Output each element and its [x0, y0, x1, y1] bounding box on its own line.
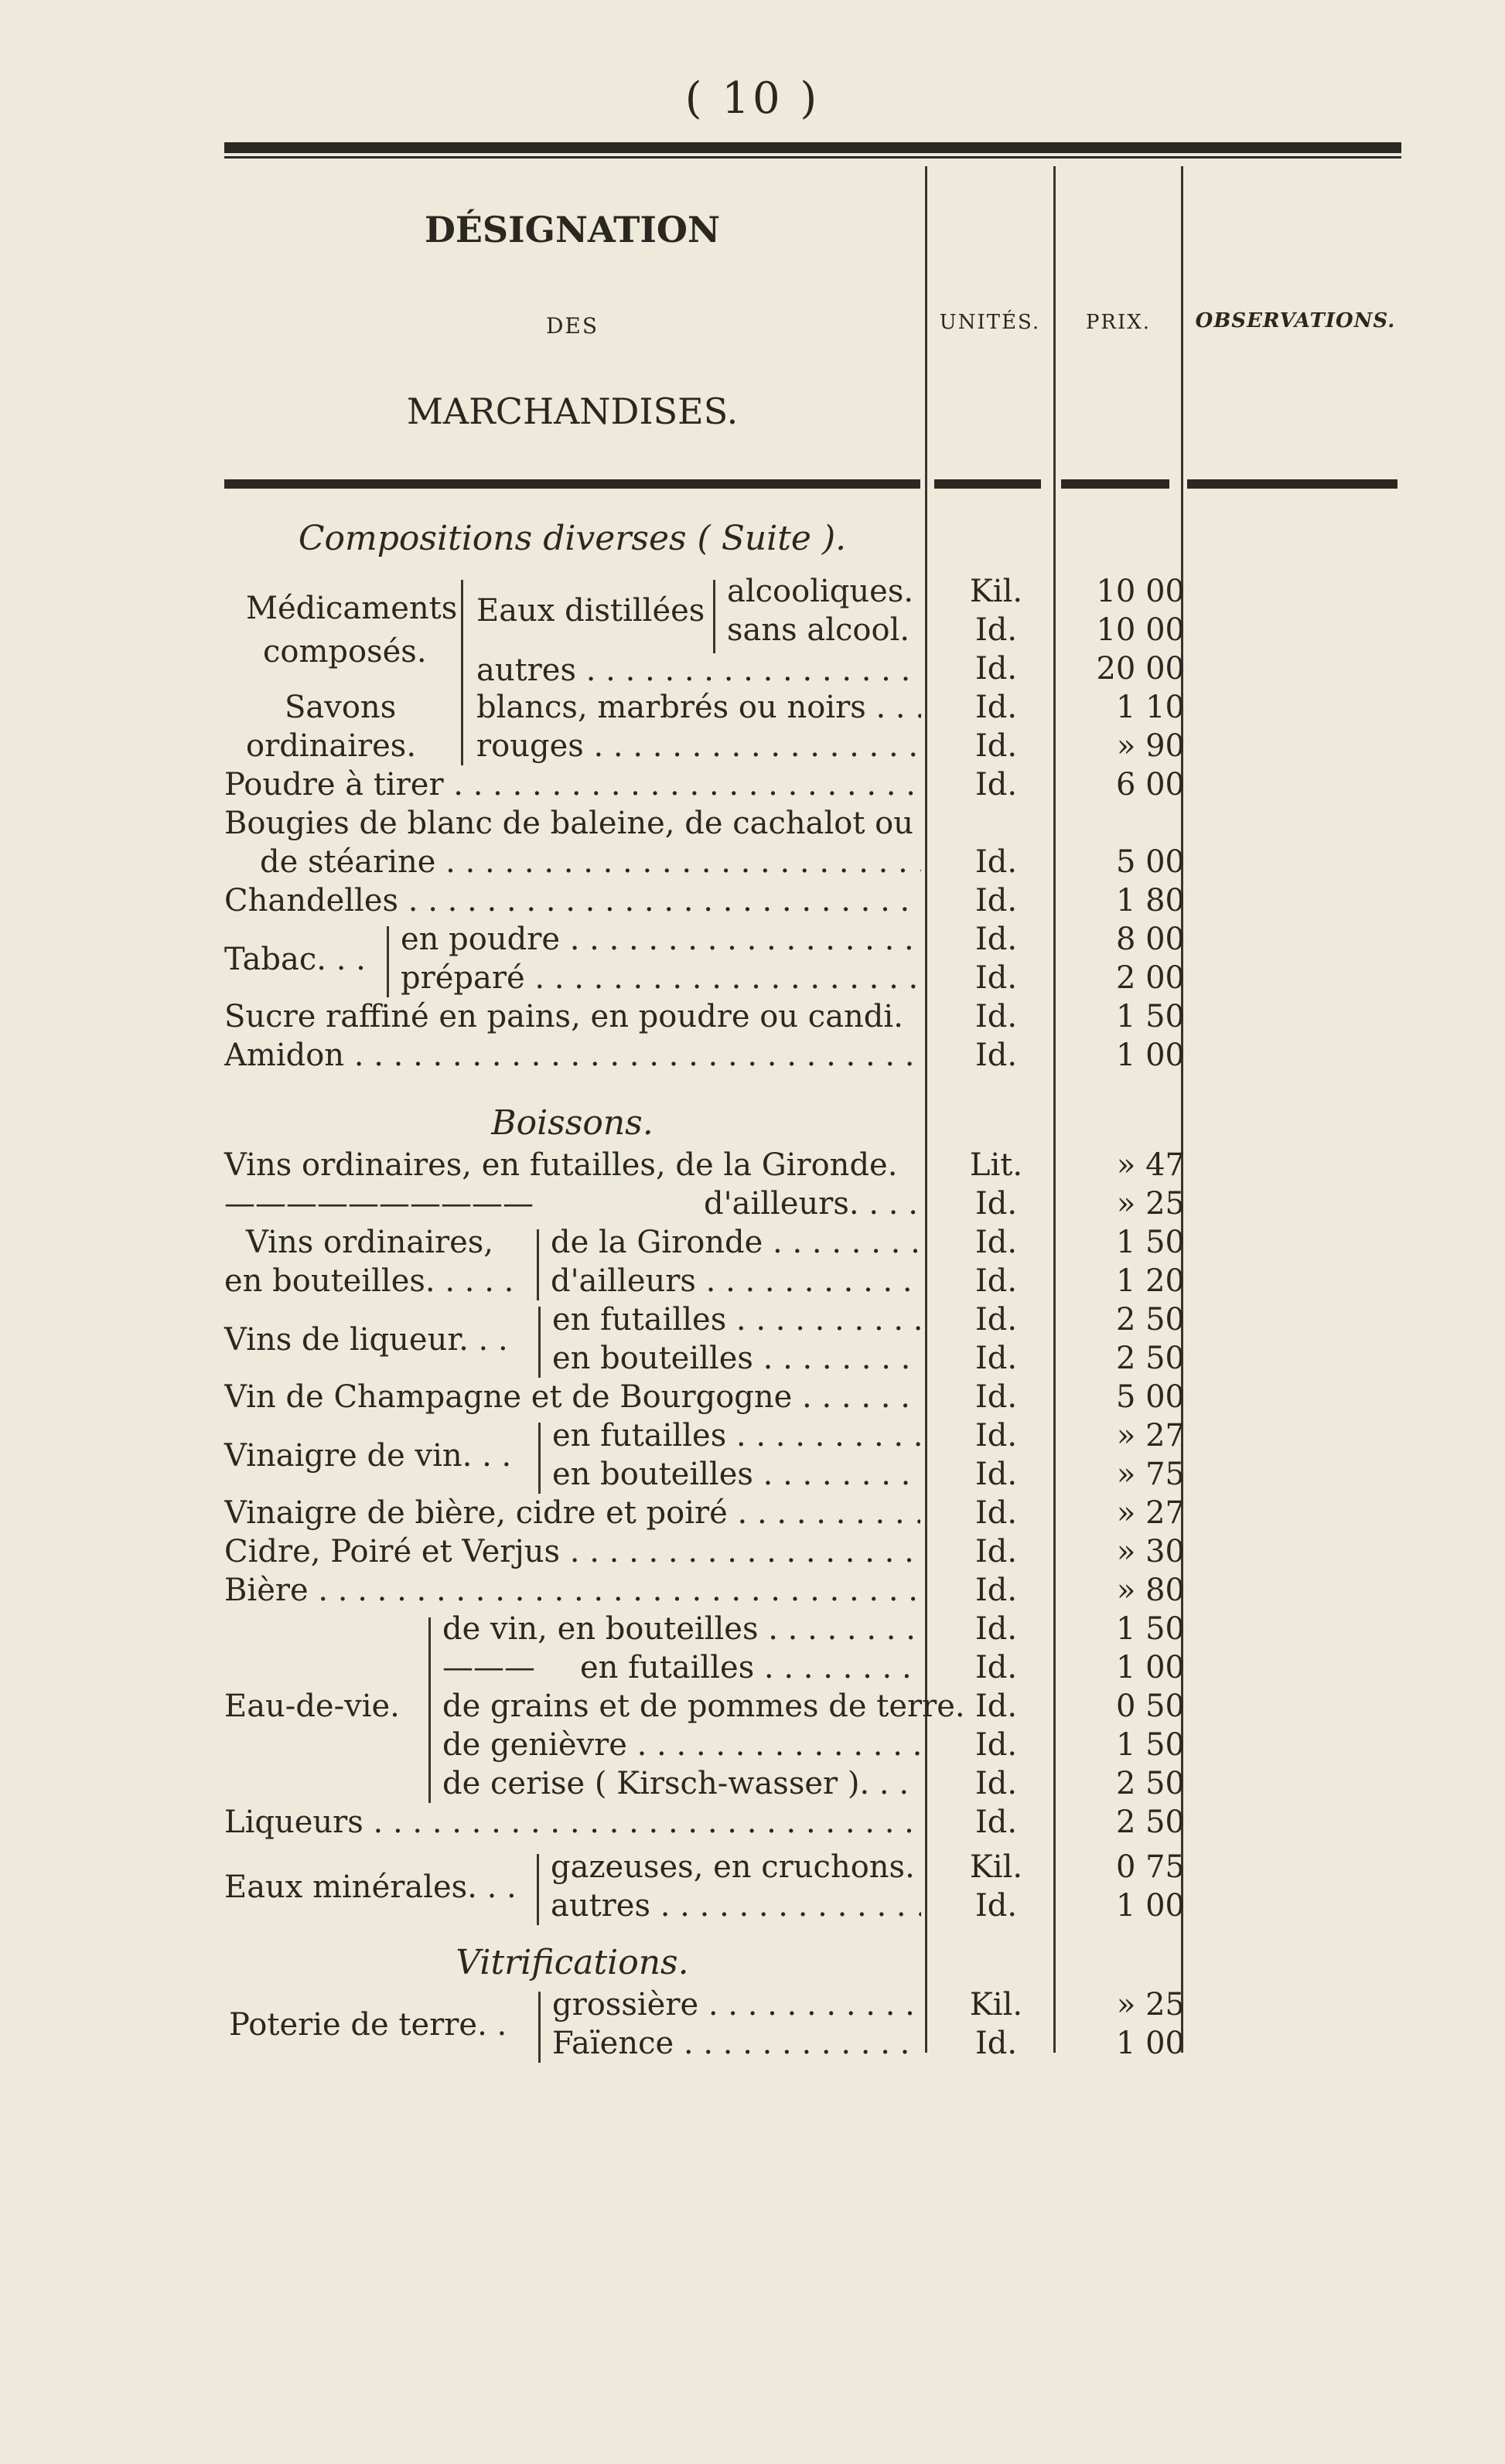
vins-gironde-label: de la Gironde . . . [551, 1223, 921, 1262]
price: 1 20 [1115, 1263, 1185, 1299]
header-prix: PRIX. [1085, 311, 1152, 334]
poterie-brace [538, 1992, 541, 2063]
medicaments-label-2: composés. [263, 634, 427, 670]
cidre-label: Cidre, Poiré et Verjus . . . [224, 1532, 920, 1571]
price: 10 00 [1096, 612, 1185, 648]
chandelles-label: Chandelles . . . [224, 881, 920, 920]
poterie-grossiere-label: grossière . . . [552, 1985, 921, 2024]
price: 0 75 [1115, 1849, 1185, 1885]
price: 5 00 [1115, 1379, 1185, 1415]
price: 1 00 [1115, 1038, 1185, 1073]
unit-id: Id. [974, 999, 1018, 1034]
unit-id: Id. [974, 728, 1018, 764]
medicaments-brace [461, 580, 463, 694]
vinaigre-vin-brace [538, 1423, 541, 1494]
amidon-label: Amidon . . . [224, 1036, 920, 1075]
edv-futailles-label: en futailles . . . [580, 1648, 921, 1687]
price: 2 50 [1115, 1341, 1185, 1376]
champagne-label: Vin de Champagne et de Bourgogne . . . [224, 1378, 920, 1416]
price: » 25 [1116, 1186, 1185, 1222]
eaux-autres-label: autres . . . [551, 1886, 921, 1925]
unit-id: Id. [974, 1534, 1018, 1569]
unit-id: Id. [974, 960, 1018, 996]
vins-ailleurs-bouteilles-label: d'ailleurs . . . [551, 1262, 921, 1300]
unit-id: Id. [974, 1302, 1018, 1338]
biere-label: Bière . . . [224, 1571, 920, 1610]
price: 2 50 [1115, 1805, 1185, 1840]
unit-id: Id. [974, 1225, 1018, 1260]
vinaigre-vin-label: Vinaigre de vin. . . [224, 1438, 512, 1474]
vins-liqueur-brace [538, 1307, 541, 1378]
price: 1 50 [1115, 999, 1185, 1034]
price: » 30 [1116, 1534, 1185, 1569]
unit-id: Id. [974, 922, 1018, 957]
unit-id: Id. [974, 1888, 1018, 1924]
price: 1 50 [1115, 1225, 1185, 1260]
vinaigre-biere-label: Vinaigre de bière, cidre et poiré . . . [224, 1494, 920, 1532]
autres-label: autres . . . [476, 651, 921, 690]
top-rule [224, 142, 1401, 153]
price: 1 50 [1115, 1727, 1185, 1763]
eau-de-vie-brace [428, 1617, 431, 1803]
price: 2 50 [1115, 1766, 1185, 1801]
edv-vin-label: de vin, en bouteilles . . . [442, 1610, 921, 1648]
header-observations: OBSERVATIONS. [1195, 309, 1396, 332]
medicaments-label: Médicaments [246, 591, 458, 626]
tabac-poudre-label: en poudre . . . [401, 920, 921, 959]
price: » 75 [1116, 1457, 1185, 1492]
unit-id: Id. [974, 767, 1018, 803]
unit-id: Id. [974, 1186, 1018, 1222]
price: 1 50 [1115, 1611, 1185, 1647]
edv-dash: ——— [442, 1650, 535, 1685]
eaux-minerales-brace [537, 1854, 539, 1925]
eaux-gazeuses-label: gazeuses, en cruchons. [551, 1849, 915, 1885]
header-rule-designation [224, 479, 920, 489]
tabac-prepare-label: préparé . . . [401, 959, 921, 997]
price: » 27 [1116, 1495, 1185, 1531]
header-designation: DÉSIGNATION [424, 209, 721, 250]
unit-id: Id. [974, 1495, 1018, 1531]
price: » 80 [1116, 1573, 1185, 1608]
poterie-label: Poterie de terre. . [229, 2007, 507, 2043]
unit-lit: Lit. [969, 1147, 1023, 1183]
alcooliques-label: alcooliques. [727, 574, 914, 609]
price: 1 00 [1115, 2026, 1185, 2061]
unit-id: Id. [974, 1805, 1018, 1840]
header-marchandises: MARCHANDISES. [406, 390, 739, 432]
unit-kil: Kil. [969, 1849, 1023, 1885]
sans-alcool-label: sans alcool. [727, 612, 910, 648]
section-vitrifications: Vitrifications. [456, 1943, 689, 1982]
vins-bouteilles-brace [537, 1229, 539, 1300]
section-boissons: Boissons. [491, 1103, 654, 1143]
unit-id: Id. [974, 1263, 1018, 1299]
edv-cerise-label: de cerise ( Kirsch-wasser ). . . [442, 1766, 909, 1801]
header-unites: UNITÉS. [939, 311, 1041, 334]
vins-dash: —————————— [224, 1186, 534, 1222]
tabac-label: Tabac. . . [224, 942, 366, 977]
unit-id: Id. [974, 1766, 1018, 1801]
bougies-label: Bougies de blanc de baleine, de cachalot ou [224, 806, 913, 841]
price: 2 50 [1115, 1302, 1185, 1338]
unit-id: Id. [974, 1457, 1018, 1492]
vins-bouteilles-label: Vins ordinaires, [246, 1225, 494, 1260]
price: 1 00 [1115, 1888, 1185, 1924]
poterie-faience-label: Faïence . . . [552, 2024, 921, 2063]
section-compositions: Compositions diverses ( Suite ). [298, 519, 847, 558]
sucre-label: Sucre raffiné en pains, en poudre ou candi. [224, 999, 903, 1034]
unit-id: Id. [974, 2026, 1018, 2061]
vins-ailleurs-label: d'ailleurs. . . . [704, 1186, 918, 1222]
bougies-label-2: de stéarine . . . [260, 843, 921, 881]
unit-id: Id. [974, 1573, 1018, 1608]
vins-liqueur-label: Vins de liqueur. . . [224, 1322, 508, 1358]
header-rule-prix [1061, 479, 1169, 489]
savons-label-2: ordinaires. [246, 728, 417, 764]
header-des: DES [545, 313, 599, 339]
unit-id: Id. [974, 612, 1018, 648]
savons-rouges-label: rouges . . . [476, 727, 921, 765]
unit-id: Id. [974, 1418, 1018, 1454]
unit-id: Id. [974, 651, 1018, 687]
eau-de-vie-label: Eau-de-vie. [224, 1689, 400, 1724]
liqueurs-label: Liqueurs . . . [224, 1803, 920, 1842]
savons-blancs-label: blancs, marbrés ou noirs . . . [476, 688, 921, 727]
vins-ordinaires-label: Vins ordinaires, en futailles, de la Gironde. [224, 1147, 898, 1183]
price: 1 00 [1115, 1650, 1185, 1685]
tabac-brace [387, 926, 389, 997]
unit-kil: Kil. [969, 574, 1023, 609]
unit-id: Id. [974, 1727, 1018, 1763]
unit-id: Id. [974, 883, 1018, 918]
edv-genievre-label: de genièvre . . . [442, 1726, 921, 1764]
price: 6 00 [1115, 767, 1185, 803]
savons-label: Savons [285, 690, 397, 725]
unit-id: Id. [974, 1341, 1018, 1376]
header-rule-unites [934, 479, 1041, 489]
unit-id: Id. [974, 844, 1018, 880]
price: 1 80 [1115, 883, 1185, 918]
price: » 27 [1116, 1418, 1185, 1454]
page-number: ( 10 ) [684, 73, 821, 124]
price: 5 00 [1115, 844, 1185, 880]
eaux-minerales-label: Eaux minérales. . . [224, 1869, 517, 1905]
eaux-distillees-brace [713, 580, 715, 653]
vins-liqueur-bouteilles-label: en bouteilles . . . [552, 1339, 921, 1378]
price: 8 00 [1115, 922, 1185, 957]
unit-id: Id. [974, 1650, 1018, 1685]
price: » 90 [1116, 728, 1185, 764]
price: 0 50 [1115, 1689, 1185, 1724]
unit-id: Id. [974, 690, 1018, 725]
vins-liqueur-futailles-label: en futailles . . . [552, 1300, 921, 1339]
price: » 47 [1116, 1147, 1185, 1183]
price: 20 00 [1096, 651, 1185, 687]
price: 10 00 [1096, 574, 1185, 609]
poudre-label: Poudre à tirer . . . [224, 765, 920, 804]
price: 2 00 [1115, 960, 1185, 996]
unit-id: Id. [974, 1611, 1018, 1647]
unit-id: Id. [974, 1038, 1018, 1073]
unit-id: Id. [974, 1689, 1018, 1724]
vinaigre-bouteilles-label: en bouteilles . . . [552, 1455, 921, 1494]
unit-kil: Kil. [969, 1987, 1023, 2023]
price: » 25 [1116, 1987, 1185, 2023]
savons-brace [461, 694, 463, 765]
edv-grains-label: de grains et de pommes de terre. [442, 1689, 965, 1724]
price: 1 10 [1115, 690, 1185, 725]
top-rule-thin [224, 156, 1401, 158]
header-rule-observations [1187, 479, 1398, 489]
vins-bouteilles-label-2: en bouteilles. . . . . [224, 1263, 514, 1299]
unit-id: Id. [974, 1379, 1018, 1415]
vinaigre-futailles-label: en futailles . . . [552, 1416, 921, 1455]
eaux-distillees-label: Eaux distillées [476, 593, 705, 629]
